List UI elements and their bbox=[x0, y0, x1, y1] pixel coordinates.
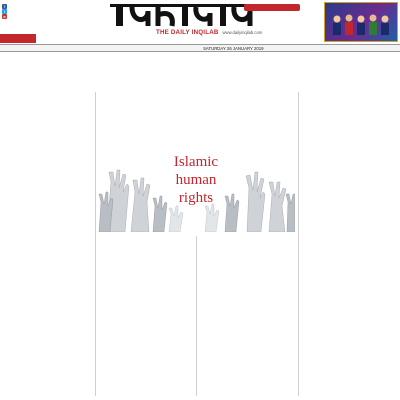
column-divider bbox=[298, 92, 299, 396]
feature-caption-line-3: rights bbox=[178, 190, 214, 206]
facebook-icon: f bbox=[3, 4, 6, 9]
article-byline bbox=[2, 88, 62, 95]
raised-hands-illustration bbox=[97, 142, 295, 232]
social-links bbox=[2, 4, 62, 34]
masthead-english-name: THE DAILY INQILAB bbox=[156, 29, 219, 36]
date-bar bbox=[0, 44, 400, 52]
article-column-2-bottom bbox=[97, 236, 193, 396]
promo-photo bbox=[329, 13, 393, 35]
article-column-1 bbox=[2, 96, 93, 396]
feature-illustration bbox=[97, 142, 295, 232]
masthead bbox=[0, 0, 400, 44]
social-web[interactable] bbox=[2, 14, 62, 19]
inqilab-logo bbox=[110, 1, 260, 28]
twitter-icon: t bbox=[3, 9, 6, 14]
article-headline bbox=[58, 58, 378, 86]
section-tab[interactable] bbox=[0, 34, 36, 43]
feature-caption-line-2: human bbox=[175, 172, 217, 188]
masthead-subline bbox=[96, 29, 296, 36]
article-column-4 bbox=[301, 91, 398, 397]
article-column-3-bottom bbox=[199, 236, 296, 396]
feature-caption-line-1: Islamic bbox=[173, 154, 219, 170]
article-column-2-top bbox=[97, 91, 193, 139]
english-date: SATURDAY 26 JANUARY 2019 bbox=[203, 45, 264, 51]
newspaper-logo-zone bbox=[96, 1, 296, 37]
column-divider bbox=[196, 236, 197, 396]
promo-banner[interactable] bbox=[324, 2, 398, 42]
masthead-website[interactable]: www.dailyinqilab.com bbox=[222, 30, 263, 35]
web-icon: w bbox=[3, 14, 6, 19]
tagline-badge bbox=[244, 4, 300, 11]
column-divider bbox=[95, 92, 96, 396]
